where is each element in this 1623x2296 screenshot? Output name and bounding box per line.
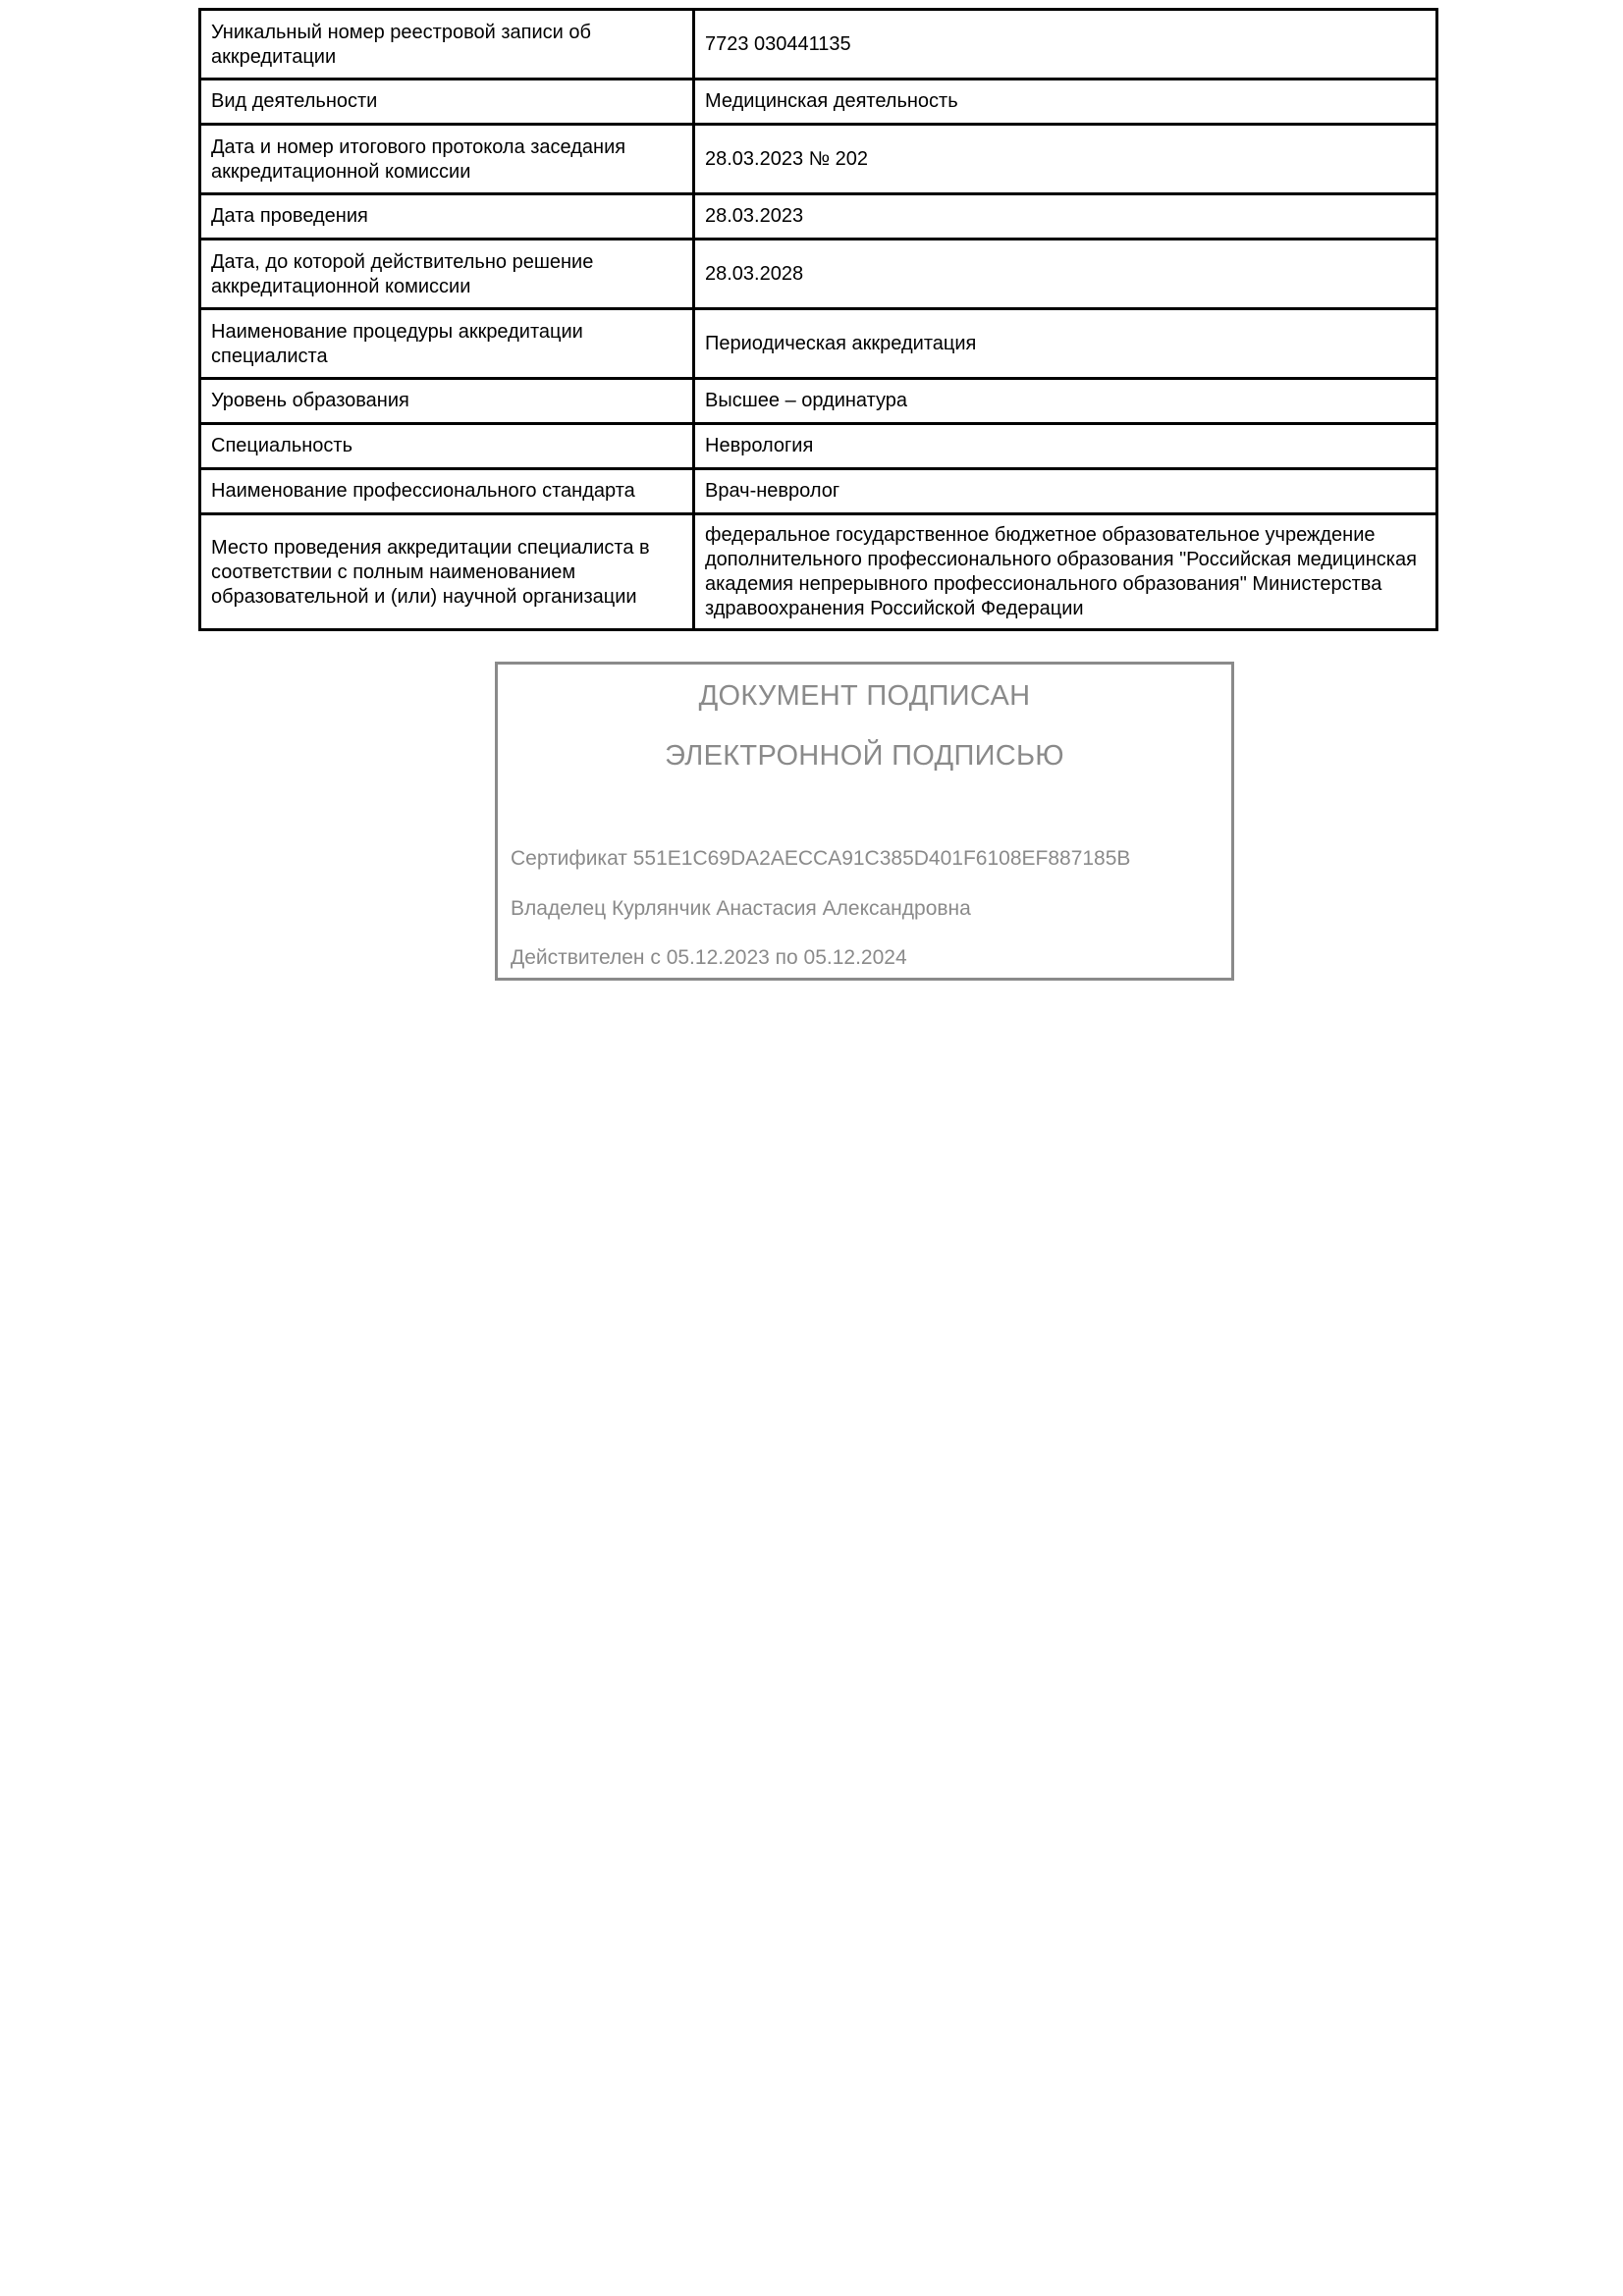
row-label-education-level: Уровень образования bbox=[200, 379, 694, 424]
stamp-title-line2: ЭЛЕКТРОННОЙ ПОДПИСЬЮ bbox=[665, 740, 1064, 772]
row-value-specialty: Неврология bbox=[694, 424, 1437, 469]
stamp-certificate: Сертификат 551E1C69DA2AECCA91C385D401F6108EF887185B bbox=[511, 847, 1131, 870]
stamp-title-line1: ДОКУМЕНТ ПОДПИСАН bbox=[698, 680, 1031, 712]
table-row bbox=[200, 379, 1437, 424]
row-label-professional-standard: Наименование профессионального стандарта bbox=[200, 469, 694, 514]
table-row bbox=[200, 194, 1437, 240]
stamp-owner: Владелец Курлянчик Анастасия Александровна bbox=[511, 897, 971, 920]
row-label-valid-until: Дата, до которой действительно решение аккредитационной комиссии bbox=[200, 240, 694, 309]
row-value-protocol: 28.03.2023 № 202 bbox=[694, 125, 1437, 194]
row-value-activity-type: Медицинская деятельность bbox=[694, 80, 1437, 125]
row-label-procedure: Наименование процедуры аккредитации специалиста bbox=[200, 309, 694, 379]
row-label-registry-number: Уникальный номер реестровой записи об аккредитации bbox=[200, 10, 694, 80]
table-row bbox=[200, 514, 1437, 630]
row-value-professional-standard: Врач-невролог bbox=[694, 469, 1437, 514]
table-row bbox=[200, 125, 1437, 194]
row-value-registry-number: 7723 030441135 bbox=[694, 10, 1437, 80]
table-row bbox=[200, 424, 1437, 469]
row-label-specialty: Специальность bbox=[200, 424, 694, 469]
electronic-signature-stamp bbox=[495, 662, 1234, 981]
row-value-procedure: Периодическая аккредитация bbox=[694, 309, 1437, 379]
accreditation-info-table bbox=[198, 8, 1438, 631]
table-row bbox=[200, 10, 1437, 80]
row-label-venue: Место проведения аккредитации специалиста в соответствии с полным наименованием образовательной и (или) научной организации bbox=[200, 514, 694, 630]
table-row bbox=[200, 240, 1437, 309]
table-row bbox=[200, 309, 1437, 379]
row-value-venue: федеральное государственное бюджетное образовательное учреждение дополнительного профессионального образования "Российская медицинская академия непрерывного профессионального образования" Министерства здравоохранения Российской Федерации bbox=[694, 514, 1437, 630]
table-row bbox=[200, 469, 1437, 514]
row-value-education-level: Высшее – ординатура bbox=[694, 379, 1437, 424]
row-label-protocol: Дата и номер итогового протокола заседания аккредитационной комиссии bbox=[200, 125, 694, 194]
stamp-validity: Действителен с 05.12.2023 по 05.12.2024 bbox=[511, 946, 907, 969]
row-label-date-held: Дата проведения bbox=[200, 194, 694, 240]
table-row bbox=[200, 80, 1437, 125]
row-value-valid-until: 28.03.2028 bbox=[694, 240, 1437, 309]
row-value-date-held: 28.03.2023 bbox=[694, 194, 1437, 240]
row-label-activity-type: Вид деятельности bbox=[200, 80, 694, 125]
